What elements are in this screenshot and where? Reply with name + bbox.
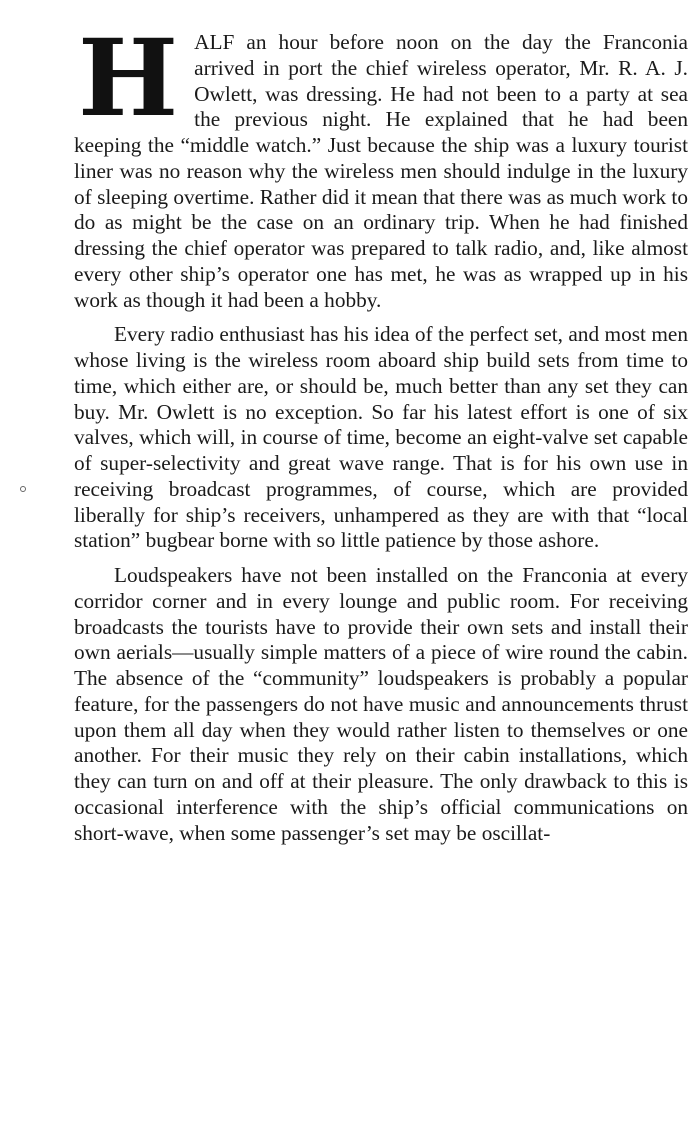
article-body (74, 15, 688, 846)
margin-speck (20, 486, 26, 492)
paragraph-3: Loudspeakers have not been installed on the Franconia at every corridor corner and in every lounge and public room. For receiving broadcasts the tourists have to provide their own sets and install their own aerials—usually simple matters of a piece of wire round the cabin. The absence of the “community” loudspeakers is probably a popular feature, for the passengers do not have music and announcements thrust upon them all day when they would rather listen to themselves or one another. For their music they rely on their cabin installations, which they can turn on and off at their pleasure. The only drawback to this is occasional interference with the ship’s official communications on short-wave, when some passenger’s set may be oscillat- (74, 563, 688, 845)
paragraph-2: Every radio enthusiast has his idea of the perfect set, and most men whose living is the wireless room aboard ship build sets from time to time, which either are, or should be, much better than any set they can buy. Mr. Owlett is no exception. So far his latest effort is one of six valves, which will, in course of time, become an eight-valve set capable of super-selectivity and great wave range. That is for his own use in receiving broadcast programmes, of course, which are provided liberally for ship’s receivers, unhampered as they are with that “local station” bugbear borne with so little patience by those ashore. (74, 322, 688, 553)
drop-cap: H (78, 15, 179, 140)
paragraph-1 (74, 15, 688, 313)
paragraph-1-text: ALF an hour before noon on the day the Franconia arrived in port the chief wireless operator, Mr. R. A. J. Owlett, was dressing. He had not been to a party at sea the previous night. He explained that he had been keeping the “middle watch.” Just because the ship was a luxury tourist liner was no reason why the wireless men should indulge in the luxury of sleeping overtime. Rather did it mean that there was as much work to do as might be the case on an ordinary trip. When he had finished dressing the chief operator was prepared to talk radio, and, like almost every other ship’s operator one has met, he was as wrapped up in his work as though it had been a hobby. (74, 30, 688, 312)
